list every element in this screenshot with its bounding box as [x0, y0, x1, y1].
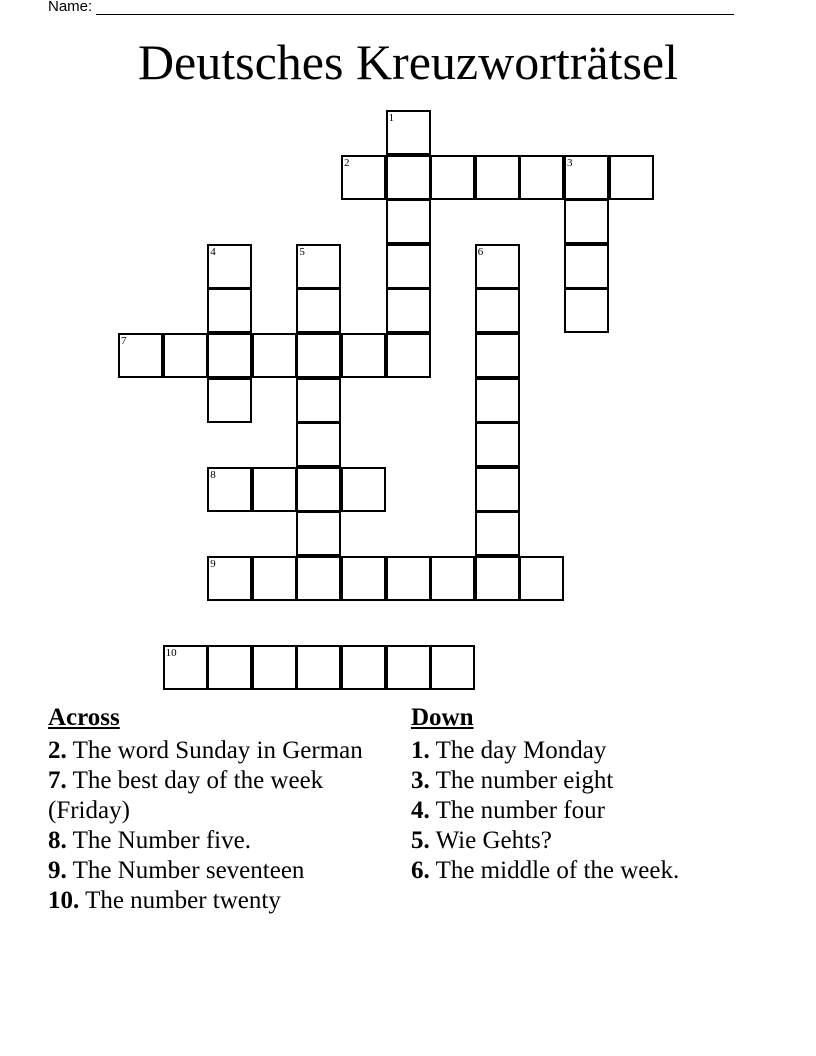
page-title: Deutsches Kreuzworträtsel [137, 34, 679, 90]
grid-cell[interactable] [564, 155, 609, 200]
grid-cell[interactable] [386, 288, 431, 333]
grid-cell[interactable] [386, 244, 431, 289]
clue-number: 10. [48, 887, 80, 914]
grid-cell[interactable] [252, 645, 297, 690]
grid-cell[interactable] [296, 511, 341, 556]
clue-text: The Number five. [72, 827, 251, 854]
clue-number: 5. [411, 827, 430, 854]
clue-number: 7. [48, 767, 67, 794]
clue-text: Wie Gehts? [435, 827, 552, 854]
clue-number: 2 [344, 156, 350, 169]
clue-number: 6 [477, 245, 484, 258]
across-clue-list [48, 736, 378, 916]
grid-cell[interactable] [475, 244, 520, 289]
grid-cell[interactable] [207, 467, 252, 512]
grid-cell[interactable] [296, 288, 341, 333]
clue-number: 9 [210, 558, 216, 570]
grid-cell[interactable] [207, 378, 252, 423]
grid-cell[interactable] [207, 645, 252, 690]
grid-cell[interactable] [475, 378, 520, 423]
grid-cell[interactable] [296, 422, 341, 467]
grid-cell[interactable] [296, 333, 341, 378]
grid-cell[interactable] [386, 155, 431, 200]
across-clues [48, 703, 378, 916]
grid-cell[interactable] [207, 288, 252, 333]
clue-number: 3 [567, 156, 573, 169]
grid-cell[interactable] [296, 645, 341, 690]
clue-text: The middle of the week. [435, 857, 680, 884]
grid-cell[interactable] [475, 556, 520, 601]
across-clue [48, 826, 378, 856]
grid-cell[interactable] [475, 467, 520, 512]
grid-cell[interactable] [296, 556, 341, 601]
across-clue [48, 766, 378, 826]
grid-cell[interactable] [386, 645, 431, 690]
clue-number: 6. [411, 857, 430, 884]
grid-cell[interactable] [252, 333, 297, 378]
grid-cell[interactable] [341, 645, 386, 690]
grid-cell[interactable] [207, 556, 252, 601]
grid-cell[interactable] [386, 556, 431, 601]
grid-cell[interactable] [430, 645, 475, 690]
down-clue-list [411, 736, 741, 886]
grid-cell[interactable] [519, 556, 564, 601]
clue-number: 1. [411, 737, 430, 764]
down-clue [411, 856, 741, 886]
grid-cell[interactable] [163, 645, 208, 690]
grid-cell[interactable] [564, 199, 609, 244]
clue-number: 4. [411, 797, 430, 824]
clue-number: 4 [210, 245, 216, 258]
clue-text: The Number seventeen [72, 857, 305, 884]
grid-cell[interactable] [386, 199, 431, 244]
name-label: Name: [48, 0, 93, 15]
grid-cell[interactable] [475, 511, 520, 556]
clue-text: The day Monday [435, 737, 607, 764]
across-heading: Across [48, 704, 120, 731]
grid-cell[interactable] [341, 467, 386, 512]
clue-number: 7 [121, 335, 127, 347]
grid-cell[interactable] [163, 333, 208, 378]
grid-cell[interactable] [475, 155, 520, 200]
grid-cell[interactable] [252, 556, 297, 601]
down-clue [411, 766, 741, 796]
across-clue [48, 736, 378, 766]
grid-cell[interactable] [296, 244, 341, 289]
down-clue [411, 736, 741, 766]
grid-cell[interactable] [207, 244, 252, 289]
grid-cell[interactable] [475, 422, 520, 467]
clue-number: 10 [165, 647, 177, 660]
grid-cell[interactable] [564, 288, 609, 333]
grid-cell[interactable] [609, 155, 654, 200]
down-clue [411, 796, 741, 826]
grid-cell[interactable] [118, 333, 163, 378]
grid-cell[interactable] [386, 110, 431, 155]
clue-text: The number eight [435, 767, 614, 794]
down-clue [411, 826, 741, 856]
grid-cell[interactable] [207, 333, 252, 378]
clue-number: 9. [48, 857, 67, 884]
clue-text: The best day of the week (Friday) [48, 767, 324, 824]
grid-cell[interactable] [519, 155, 564, 200]
grid-cell[interactable] [296, 378, 341, 423]
clue-number: 5 [299, 245, 305, 258]
across-clue [48, 886, 378, 916]
clue-text: The word Sunday in German [72, 737, 363, 764]
grid-cell[interactable] [341, 556, 386, 601]
down-heading: Down [411, 704, 474, 731]
clue-number: 8. [48, 827, 67, 854]
clue-number: 2. [48, 737, 67, 764]
grid-cell[interactable] [341, 155, 386, 200]
grid-cell[interactable] [252, 467, 297, 512]
grid-cell[interactable] [475, 288, 520, 333]
grid-cell[interactable] [296, 467, 341, 512]
clue-number: 1 [388, 112, 395, 124]
grid-cell[interactable] [341, 333, 386, 378]
grid-cell[interactable] [475, 333, 520, 378]
grid-cell[interactable] [564, 244, 609, 289]
grid-cell[interactable] [430, 556, 475, 601]
grid-cell[interactable] [430, 155, 475, 200]
clue-text: The number four [435, 797, 605, 824]
clue-number: 3. [411, 767, 430, 794]
clue-text: The number twenty [85, 887, 281, 914]
clue-number: 8 [210, 468, 216, 481]
grid-cell[interactable] [386, 333, 431, 378]
across-clue [48, 856, 378, 886]
down-clues [411, 703, 741, 886]
